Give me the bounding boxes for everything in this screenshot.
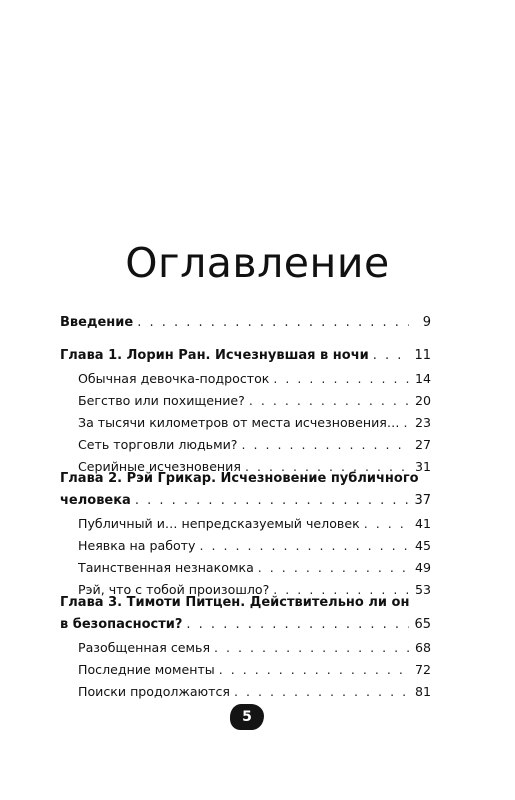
toc-section[interactable]	[78, 412, 431, 434]
dot-leader	[137, 312, 409, 334]
toc-entry-page: 20	[414, 393, 431, 408]
toc-entry-page: 9	[422, 315, 431, 330]
toc-section[interactable]	[78, 535, 431, 557]
toc-entry-title: Рэй, что с тобой произошло?	[78, 582, 270, 597]
toc-entry-title: Последние моменты	[78, 662, 215, 677]
toc-entry-page: 53	[414, 582, 431, 597]
dot-leader	[234, 681, 409, 703]
toc-section[interactable]	[78, 390, 431, 412]
dot-leader	[135, 490, 409, 512]
toc-entry-title: Поиски продолжаются	[78, 684, 230, 699]
toc-entry-page: 81	[414, 684, 431, 699]
toc-intro[interactable]	[60, 312, 431, 334]
dot-leader	[186, 614, 409, 636]
dot-leader	[403, 412, 409, 434]
dot-leader	[373, 345, 409, 367]
dot-leader	[199, 535, 409, 557]
toc-chapter-3-title-line1[interactable]: Глава 3. Тимоти Питцен. Действительно ли он	[60, 595, 410, 610]
toc-entry-title: За тысячи километров от места исчезновения…	[78, 415, 400, 430]
toc-entry-title: Глава 1. Лорин Ран. Исчезнувшая в ночи	[60, 348, 369, 363]
toc-section[interactable]	[78, 659, 431, 681]
toc-entry-title: Неявка на работу	[78, 538, 196, 553]
page-number-badge: 5	[230, 704, 264, 730]
page-title: Оглавление	[125, 239, 390, 287]
toc-entry-title: Введение	[60, 315, 134, 330]
toc-entry-title: человека	[60, 493, 131, 508]
dot-leader	[364, 513, 409, 535]
toc-entry-title: Серийные исчезновения	[78, 459, 241, 474]
toc-entry-title: Разобщенная семья	[78, 640, 211, 655]
toc-entry-page: 45	[414, 538, 431, 553]
toc-entry-title: Таинственная незнакомка	[78, 560, 254, 575]
toc-entry-page: 72	[414, 662, 431, 677]
toc-chapter-2[interactable]	[60, 490, 431, 512]
dot-leader	[258, 557, 409, 579]
toc-entry-title: Бегство или похищение?	[78, 393, 245, 408]
toc-entry-page: 68	[414, 640, 431, 655]
toc-entry-title: Публичный и… непредсказуемый человек	[78, 516, 360, 531]
toc-entry-page: 23	[414, 415, 431, 430]
dot-leader	[219, 659, 409, 681]
dot-leader	[249, 390, 409, 412]
toc-entry-page: 31	[414, 459, 431, 474]
toc-entry-page: 41	[414, 516, 431, 531]
toc-section[interactable]	[78, 368, 431, 390]
toc-entry-title: в безопасности?	[60, 617, 183, 632]
toc-section[interactable]	[78, 557, 431, 579]
toc-chapter-2-title-line1[interactable]: Глава 2. Рэй Грикар. Исчезновение публичного	[60, 471, 419, 486]
toc-entry-page: 49	[414, 560, 431, 575]
toc-section[interactable]	[78, 434, 431, 456]
toc-entry-page: 37	[414, 493, 431, 508]
dot-leader	[214, 637, 409, 659]
toc-entry-page: 11	[414, 348, 431, 363]
dot-leader	[241, 434, 409, 456]
toc-section[interactable]	[78, 513, 431, 535]
toc-chapter-1[interactable]	[60, 345, 431, 367]
toc-entry-title: Обычная девочка-подросток	[78, 371, 270, 386]
toc-section[interactable]	[78, 681, 431, 703]
dot-leader	[273, 368, 409, 390]
toc-section[interactable]	[78, 637, 431, 659]
toc-chapter-3[interactable]	[60, 614, 431, 636]
toc-entry-page: 14	[414, 371, 431, 386]
toc-entry-page: 65	[414, 617, 431, 632]
toc-entry-page: 27	[414, 437, 431, 452]
toc-entry-title: Сеть торговли людьми?	[78, 437, 238, 452]
